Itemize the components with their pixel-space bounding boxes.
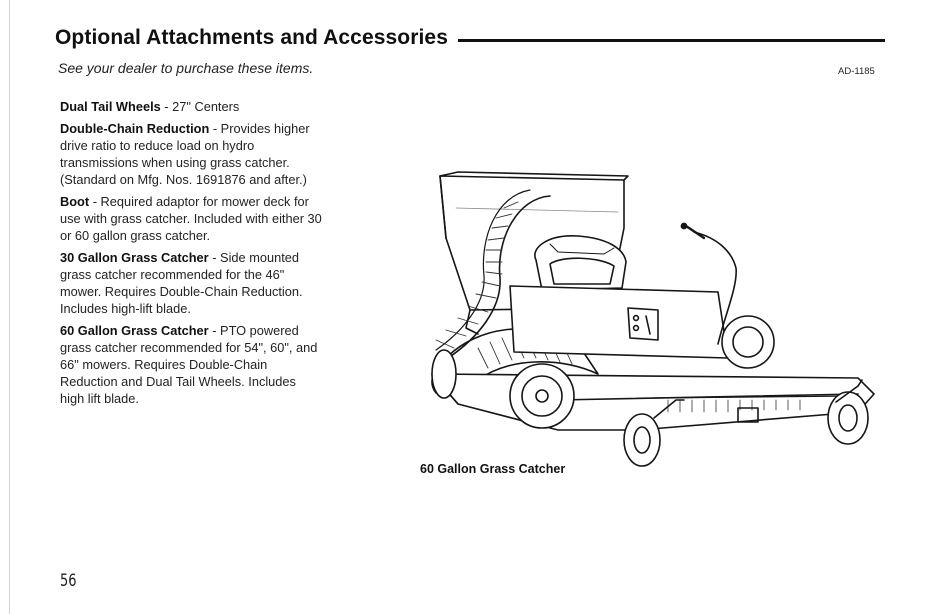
item-name: Double-Chain Reduction: [60, 121, 210, 136]
list-item: [60, 249, 322, 317]
title-rule: [458, 39, 885, 42]
page-heading-row: [55, 22, 885, 54]
item-name: Dual Tail Wheels: [60, 99, 161, 114]
reference-code: AD-1185: [838, 66, 875, 77]
item-name: Boot: [60, 194, 90, 209]
figure-caption: 60 Gallon Grass Catcher: [420, 462, 566, 476]
item-description: - Required adaptor for mower deck for use with grass catcher. Included with either 30 or 60 gallon grass catcher.: [60, 194, 322, 243]
item-name: 30 Gallon Grass Catcher: [60, 250, 209, 265]
list-item: [60, 98, 322, 115]
item-name: 60 Gallon Grass Catcher: [60, 323, 209, 338]
item-description: - 27" Centers: [160, 99, 240, 114]
list-item: [60, 322, 322, 407]
item-description: - PTO powered grass catcher recommended for 54", 60", and 66" mowers. Requires Double-Chain Reduction and Dual Tail Wheels. Includes high lift blade.: [60, 323, 318, 406]
list-item: [60, 120, 322, 188]
page-number: 56: [60, 571, 77, 591]
item-description: - Side mounted grass catcher recommended for the 46" mower. Requires Double-Chain Reduction. Includes high-lift blade.: [60, 250, 303, 316]
list-item: [60, 193, 322, 244]
accessory-list: [60, 98, 322, 412]
page-subtitle: See your dealer to purchase these items.: [58, 60, 314, 76]
page-title: Optional Attachments and Accessories: [55, 26, 448, 49]
mower-with-grass-catcher-icon: [418, 168, 888, 468]
mower-illustration: [418, 168, 888, 468]
page-edge-line: [9, 0, 10, 614]
item-description: - Provides higher drive ratio to reduce load on hydro transmissions when using grass catcher. (Standard on Mfg. Nos. 1691876 and after.): [60, 121, 310, 187]
